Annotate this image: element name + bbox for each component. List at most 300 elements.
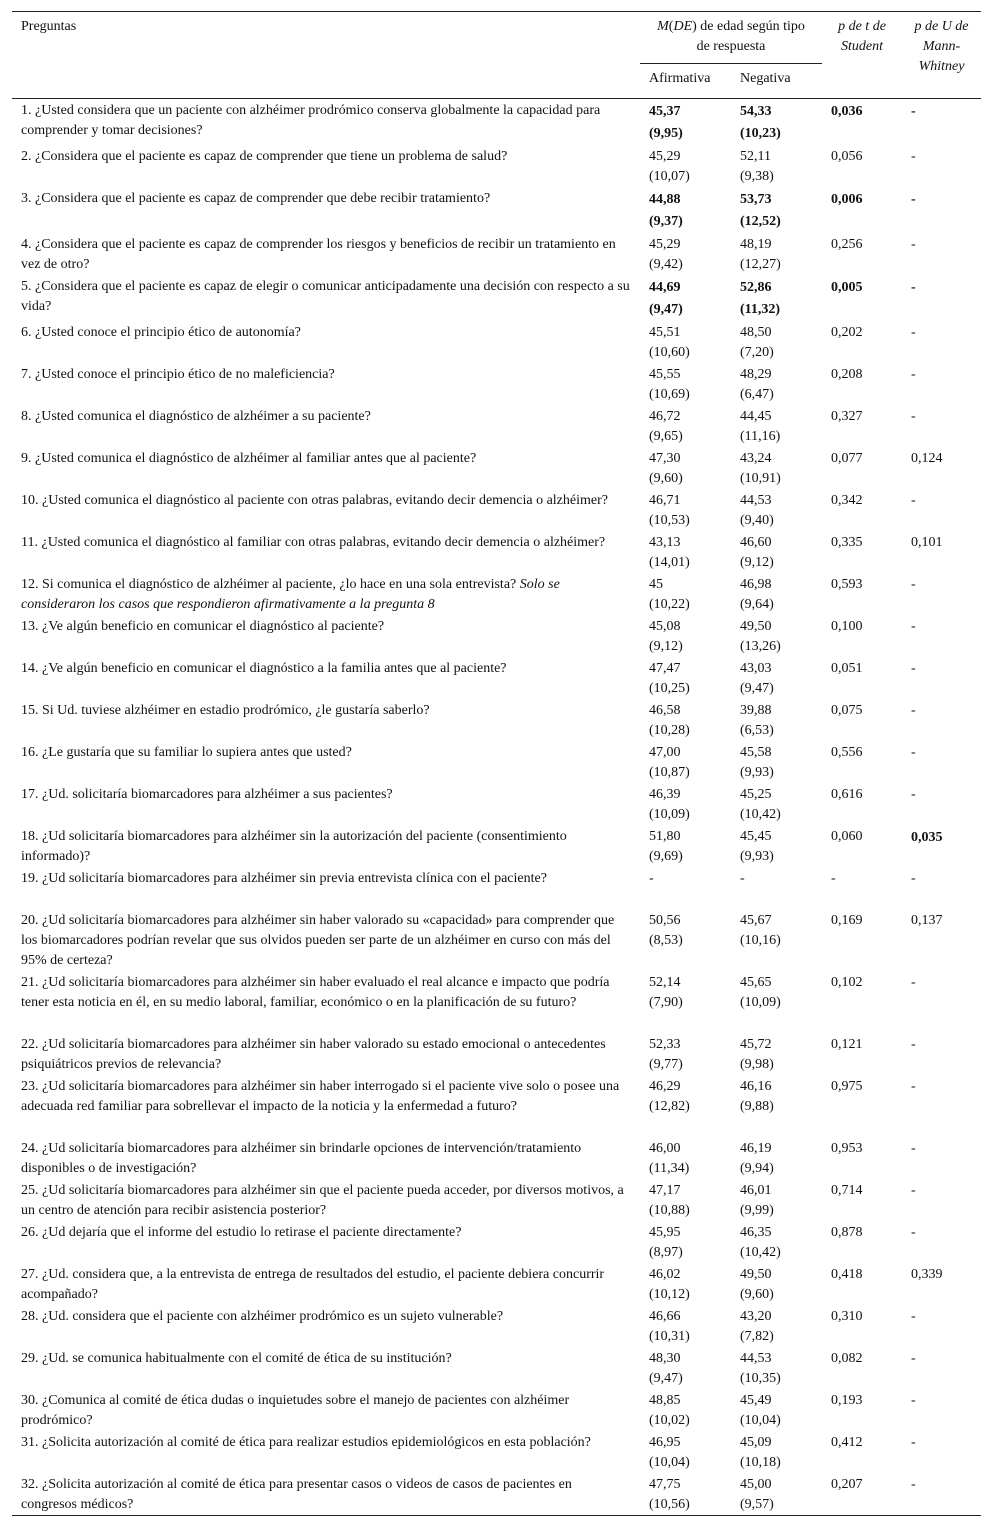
u-mann-whitney-cell-u: - [911,280,916,295]
table-row [12,867,981,909]
negative-cell-nm: 39,88 [740,703,772,718]
question-cell [12,1473,640,1516]
affirmative-cell-asd: (9,77) [649,1057,683,1072]
affirmative-cell [640,1033,731,1075]
t-student-cell [822,321,902,363]
t-student-cell [822,275,902,321]
negative-cell-nm: 46,98 [740,577,772,592]
t-student-cell [822,1263,902,1305]
header-age-group [640,12,822,64]
affirmative-cell-asd: (10,25) [649,681,690,696]
affirmative-cell-am: 47,75 [649,1477,681,1492]
negative-cell-nm: 44,53 [740,1351,772,1366]
question-cell [12,573,640,615]
u-mann-whitney-cell-u: - [911,149,916,164]
question-cell [12,1137,640,1179]
t-student-cell-t: 0,616 [831,787,863,802]
table-row [12,145,981,187]
negative-cell-nsd: (10,16) [740,933,781,948]
question-cell [12,1305,640,1347]
u-mann-whitney-cell [902,363,981,405]
question-text: 2. ¿Considera que el paciente es capaz de comprender que tiene un problema de salud? [21,149,508,164]
negative-cell-nm: - [740,871,745,886]
u-mann-whitney-cell-u: - [911,1435,916,1450]
u-mann-whitney-cell-u: - [911,661,916,676]
negative-cell-nm: 46,35 [740,1225,772,1240]
affirmative-cell-am: 45 [649,577,663,592]
question-text: 30. ¿Comunica al comité de ética dudas o inquietudes sobre el manejo de pacientes con alzhéimer prodrómico? [21,1393,570,1428]
t-student-cell-t: 0,169 [831,913,863,928]
negative-cell [731,1431,822,1473]
u-mann-whitney-cell-u: - [911,1079,916,1094]
table-body [12,99,981,1516]
affirmative-cell [640,615,731,657]
t-student-cell [822,867,902,909]
u-mann-whitney-cell-u: - [911,619,916,634]
affirmative-cell-asd: (9,95) [649,126,683,141]
question-cell [12,145,640,187]
affirmative-cell-am: 47,47 [649,661,681,676]
negative-cell [731,489,822,531]
u-mann-whitney-cell [902,1137,981,1179]
t-student-cell-t: 0,051 [831,661,863,676]
table-row [12,1221,981,1263]
negative-cell [731,1347,822,1389]
affirmative-cell-am: 51,80 [649,829,681,844]
negative-cell-nm: 53,73 [740,192,772,207]
negative-cell-nm: 45,09 [740,1435,772,1450]
table-row [12,657,981,699]
question-cell [12,657,640,699]
negative-cell-nm: 45,49 [740,1393,772,1408]
header-negative: Negativa [731,64,822,99]
affirmative-cell-asd: (10,09) [649,807,690,822]
u-mann-whitney-cell-u: - [911,367,916,382]
u-mann-whitney-cell [902,531,981,573]
affirmative-cell-am: 46,95 [649,1435,681,1450]
negative-cell-nsd: (10,04) [740,1413,781,1428]
u-mann-whitney-cell [902,145,981,187]
negative-cell-nsd: (10,35) [740,1371,781,1386]
question-cell [12,909,640,971]
negative-cell [731,531,822,573]
affirmative-cell [640,1389,731,1431]
table-row [12,1305,981,1347]
affirmative-cell [640,825,731,867]
u-mann-whitney-cell-u: - [911,325,916,340]
negative-cell-nsd: (9,98) [740,1057,774,1072]
negative-cell-nm: 44,45 [740,409,772,424]
negative-cell-nsd: (9,38) [740,169,774,184]
t-student-cell-t: 0,335 [831,535,863,550]
question-cell [12,233,640,275]
table-row [12,275,981,321]
affirmative-cell-asd: (8,53) [649,933,683,948]
affirmative-cell [640,145,731,187]
affirmative-cell-am: 52,14 [649,975,681,990]
t-student-cell-t: 0,593 [831,577,863,592]
t-student-cell-t: 0,207 [831,1477,863,1492]
negative-cell [731,615,822,657]
header-affirmative: Afirmativa [640,64,731,99]
u-mann-whitney-cell-u: - [911,1309,916,1324]
affirmative-cell [640,531,731,573]
u-mann-whitney-cell-u: - [911,1477,916,1492]
t-student-cell [822,825,902,867]
t-student-cell [822,1305,902,1347]
affirmative-cell-am: 46,29 [649,1079,681,1094]
question-text: 20. ¿Ud solicitaría biomarcadores para alzhéimer sin haber valorado su «capacidad» para comprender que los biomarcadores podrían revelar que sus olvidos pueden ser parte de un alzhéimer en curso con más del 95% de certeza? [21,913,615,968]
u-mann-whitney-cell-u: - [911,1141,916,1156]
u-mann-whitney-cell [902,1075,981,1137]
negative-cell [731,657,822,699]
negative-cell [731,405,822,447]
affirmative-cell [640,321,731,363]
u-mann-whitney-cell [902,187,981,233]
t-student-cell-t: - [831,871,836,886]
negative-cell-nm: 43,03 [740,661,772,676]
u-mann-whitney-cell [902,1263,981,1305]
u-mann-whitney-cell-u: - [911,871,916,886]
affirmative-cell-asd: (10,12) [649,1287,690,1302]
affirmative-cell-am: 48,85 [649,1393,681,1408]
negative-cell-nsd: (9,94) [740,1161,774,1176]
question-cell [12,1389,640,1431]
t-student-cell-t: 0,953 [831,1141,863,1156]
t-student-cell [822,741,902,783]
u-mann-whitney-cell [902,321,981,363]
t-student-cell-t: 0,878 [831,1225,863,1240]
affirmative-cell [640,275,731,321]
t-student-cell-t: 0,056 [831,149,863,164]
negative-cell-nsd: (11,16) [740,429,781,444]
table-row [12,1033,981,1075]
affirmative-cell [640,699,731,741]
t-student-cell [822,447,902,489]
negative-cell [731,363,822,405]
question-cell [12,971,640,1033]
results-table-container [12,11,981,1516]
header-age-rest: ) de edad según tipo de respuesta [692,19,805,54]
u-mann-whitney-cell-u: 0,137 [911,913,943,928]
negative-cell-nsd: (9,93) [740,765,774,780]
t-student-cell [822,971,902,1033]
affirmative-cell [640,1075,731,1137]
u-mann-whitney-cell-u: - [911,787,916,802]
t-student-cell-t: 0,075 [831,703,863,718]
negative-cell-nsd: (11,32) [740,302,781,317]
u-mann-whitney-cell [902,741,981,783]
negative-cell-nsd: (9,57) [740,1497,774,1512]
table-row [12,233,981,275]
u-mann-whitney-cell-u: - [911,1037,916,1052]
t-student-cell [822,657,902,699]
question-cell [12,99,640,146]
negative-cell-nsd: (7,20) [740,345,774,360]
table-row [12,825,981,867]
u-mann-whitney-cell [902,233,981,275]
question-cell [12,615,640,657]
affirmative-cell-am: 44,69 [649,280,681,295]
negative-cell-nsd: (10,42) [740,1245,781,1260]
u-mann-whitney-cell-u: - [911,409,916,424]
affirmative-cell-am: 45,29 [649,149,681,164]
question-text: 11. ¿Usted comunica el diagnóstico al familiar con otras palabras, evitando decir demencia o alzhéimer? [21,535,606,550]
negative-cell-nm: 44,53 [740,493,772,508]
affirmative-cell-am: 44,88 [649,192,681,207]
t-student-cell [822,1431,902,1473]
u-mann-whitney-cell-u: - [911,192,916,207]
negative-cell [731,825,822,867]
question-cell [12,1221,640,1263]
affirmative-cell-asd: (10,02) [649,1413,690,1428]
negative-cell-nsd: (10,18) [740,1455,781,1470]
t-student-cell-t: 0,193 [831,1393,863,1408]
u-mann-whitney-cell-u: - [911,703,916,718]
affirmative-cell [640,1431,731,1473]
u-mann-whitney-cell [902,1389,981,1431]
question-text: 14. ¿Ve algún beneficio en comunicar el diagnóstico a la familia antes que al paciente? [21,661,507,676]
u-mann-whitney-cell-u: - [911,104,916,119]
table-row [12,699,981,741]
question-cell [12,867,640,909]
t-student-cell-t: 0,256 [831,237,863,252]
negative-cell-nsd: (10,91) [740,471,781,486]
negative-cell [731,1033,822,1075]
t-student-cell [822,699,902,741]
affirmative-cell-asd: (9,65) [649,429,683,444]
t-student-cell [822,783,902,825]
affirmative-cell [640,363,731,405]
t-student-cell [822,99,902,146]
negative-cell-nm: 48,50 [740,325,772,340]
t-student-cell [822,1033,902,1075]
affirmative-cell-asd: (9,60) [649,471,683,486]
negative-cell-nsd: (9,60) [740,1287,774,1302]
t-student-cell-t: 0,418 [831,1267,863,1282]
table-row [12,909,981,971]
question-text: 25. ¿Ud solicitaría biomarcadores para alzhéimer sin que el paciente pueda acceder, por diversos motivos, a un centro de atención para recibir asistencia posterior? [21,1183,624,1218]
t-student-cell-t: 0,310 [831,1309,863,1324]
question-text: 22. ¿Ud solicitaría biomarcadores para alzhéimer sin haber valorado su estado emocional o antecedentes psiquiátricos previos de relevancia? [21,1037,606,1072]
negative-cell-nsd: (9,47) [740,681,774,696]
affirmative-cell-asd: (12,82) [649,1099,690,1114]
affirmative-cell [640,1347,731,1389]
negative-cell-nm: 52,11 [740,149,771,164]
negative-cell-nm: 45,58 [740,745,772,760]
question-cell [12,783,640,825]
t-student-cell [822,531,902,573]
negative-cell-nm: 45,00 [740,1477,772,1492]
negative-cell-nm: 46,60 [740,535,772,550]
negative-cell-nm: 43,20 [740,1309,772,1324]
t-student-cell [822,363,902,405]
u-mann-whitney-cell [902,1305,981,1347]
negative-cell [731,573,822,615]
affirmative-cell [640,1473,731,1516]
u-mann-whitney-cell [902,867,981,909]
u-mann-whitney-cell [902,971,981,1033]
t-student-cell-t: 0,102 [831,975,863,990]
question-text: 27. ¿Ud. considera que, a la entrevista de entrega de resultados del estudio, el paciente debiera concurrir acompañado? [21,1267,605,1302]
table-row [12,489,981,531]
affirmative-cell-asd: (10,56) [649,1497,690,1512]
table-row [12,405,981,447]
table-row [12,741,981,783]
t-student-cell [822,1075,902,1137]
affirmative-cell-am: 46,66 [649,1309,681,1324]
u-mann-whitney-cell [902,405,981,447]
negative-cell-nsd: (9,88) [740,1099,774,1114]
affirmative-cell [640,1221,731,1263]
negative-cell-nm: 45,25 [740,787,772,802]
negative-cell [731,99,822,146]
affirmative-cell-am: 47,30 [649,451,681,466]
header-u-mann-whitney: p de U de Mann-Whitney [902,12,981,99]
table-row [12,531,981,573]
negative-cell-nsd: (10,23) [740,126,781,141]
negative-cell-nm: 49,50 [740,619,772,634]
t-student-cell-t: 0,714 [831,1183,863,1198]
affirmative-cell-am: 46,71 [649,493,681,508]
table-header [12,12,981,99]
t-student-cell-t: 0,077 [831,451,863,466]
negative-cell-nsd: (9,40) [740,513,774,528]
u-mann-whitney-cell-u: 0,101 [911,535,943,550]
table-row [12,187,981,233]
table-row [12,1179,981,1221]
u-mann-whitney-cell-u: 0,124 [911,451,943,466]
affirmative-cell-asd: (10,60) [649,345,690,360]
t-student-cell [822,145,902,187]
t-student-cell-t: 0,208 [831,367,863,382]
affirmative-cell-asd: (10,04) [649,1455,690,1470]
question-cell [12,1075,640,1137]
question-text: 32. ¿Solicita autorización al comité de ética para presentar casos o videos de casos de pacientes en congresos médicos? [21,1477,572,1512]
t-student-cell [822,615,902,657]
u-mann-whitney-cell-u: - [911,1393,916,1408]
negative-cell-nsd: (6,47) [740,387,774,402]
affirmative-cell [640,1179,731,1221]
negative-cell-nm: 46,19 [740,1141,772,1156]
question-text: 5. ¿Considera que el paciente es capaz de elegir o comunicar anticipadamente una decisión con respecto a su vida? [21,279,630,314]
t-student-cell-t: 0,121 [831,1037,863,1052]
table-row [12,1075,981,1137]
negative-cell-nm: 45,67 [740,913,772,928]
table-row [12,1137,981,1179]
affirmative-cell-am: 48,30 [649,1351,681,1366]
u-mann-whitney-cell [902,1221,981,1263]
affirmative-cell [640,1305,731,1347]
question-cell [12,1033,640,1075]
affirmative-cell-am: 45,29 [649,237,681,252]
affirmative-cell [640,489,731,531]
u-mann-whitney-cell [902,1179,981,1221]
negative-cell-nsd: (9,93) [740,849,774,864]
question-cell [12,275,640,321]
negative-cell [731,1263,822,1305]
t-student-cell [822,1221,902,1263]
affirmative-cell [640,741,731,783]
table-row [12,573,981,615]
affirmative-cell-asd: (9,12) [649,639,683,654]
negative-cell-nsd: (6,53) [740,723,774,738]
u-mann-whitney-cell [902,1431,981,1473]
t-student-cell-t: 0,060 [831,829,863,844]
question-cell [12,531,640,573]
affirmative-cell-asd: (11,34) [649,1161,690,1176]
header-age-paren: ( [668,19,674,34]
negative-cell-nm: 45,45 [740,829,772,844]
affirmative-cell-asd: (9,47) [649,1371,683,1386]
negative-cell [731,1305,822,1347]
t-student-cell [822,187,902,233]
affirmative-cell [640,867,731,909]
u-mann-whitney-cell [902,447,981,489]
question-text: 24. ¿Ud solicitaría biomarcadores para alzhéimer sin brindarle opciones de intervención/tratamiento disponibles o de investigación? [21,1141,582,1176]
question-text: 4. ¿Considera que el paciente es capaz de comprender los riesgos y beneficios de recibir un tratamiento en vez de otro? [21,237,616,272]
negative-cell [731,1389,822,1431]
u-mann-whitney-cell [902,489,981,531]
question-text: 28. ¿Ud. considera que el paciente con alzhéimer prodrómico es un sujeto vulnerable? [21,1309,504,1324]
negative-cell-nsd: (13,26) [740,639,781,654]
header-age-mean: M [657,19,669,34]
affirmative-cell-asd: (10,22) [649,597,690,612]
negative-cell [731,447,822,489]
table-row [12,1347,981,1389]
results-table [12,11,981,1516]
negative-cell [731,971,822,1033]
negative-cell-nsd: (7,82) [740,1329,774,1344]
affirmative-cell [640,573,731,615]
t-student-cell-t: 0,005 [831,280,863,295]
affirmative-cell [640,187,731,233]
question-cell [12,1263,640,1305]
question-cell [12,699,640,741]
question-text: 7. ¿Usted conoce el principio ético de no maleficiencia? [21,367,335,382]
affirmative-cell-asd: (10,87) [649,765,690,780]
u-mann-whitney-cell-u: - [911,237,916,252]
negative-cell-nm: 46,16 [740,1079,772,1094]
u-mann-whitney-cell-u: - [911,577,916,592]
affirmative-cell-asd: (10,31) [649,1329,690,1344]
question-text: 9. ¿Usted comunica el diagnóstico de alzhéimer al familiar antes que al paciente? [21,451,477,466]
affirmative-cell [640,971,731,1033]
negative-cell-nm: 45,72 [740,1037,772,1052]
t-student-cell [822,405,902,447]
u-mann-whitney-cell [902,1347,981,1389]
affirmative-cell-am: 45,51 [649,325,681,340]
affirmative-cell-am: 52,33 [649,1037,681,1052]
affirmative-cell-asd: (10,69) [649,387,690,402]
negative-cell-nsd: (9,12) [740,555,774,570]
header-age-sd: DE [673,19,693,34]
table-row [12,783,981,825]
u-mann-whitney-cell-u: 0,339 [911,1267,943,1282]
t-student-cell [822,1347,902,1389]
u-mann-whitney-cell [902,699,981,741]
question-text: 29. ¿Ud. se comunica habitualmente con el comité de ética de su institución? [21,1351,452,1366]
negative-cell [731,1221,822,1263]
table-row [12,1263,981,1305]
affirmative-cell-am: 46,39 [649,787,681,802]
question-text: 26. ¿Ud dejaría que el informe del estudio lo retirase el paciente directamente? [21,1225,462,1240]
affirmative-cell [640,1137,731,1179]
t-student-cell-t: 0,006 [831,192,863,207]
negative-cell [731,187,822,233]
question-cell [12,825,640,867]
negative-cell [731,741,822,783]
